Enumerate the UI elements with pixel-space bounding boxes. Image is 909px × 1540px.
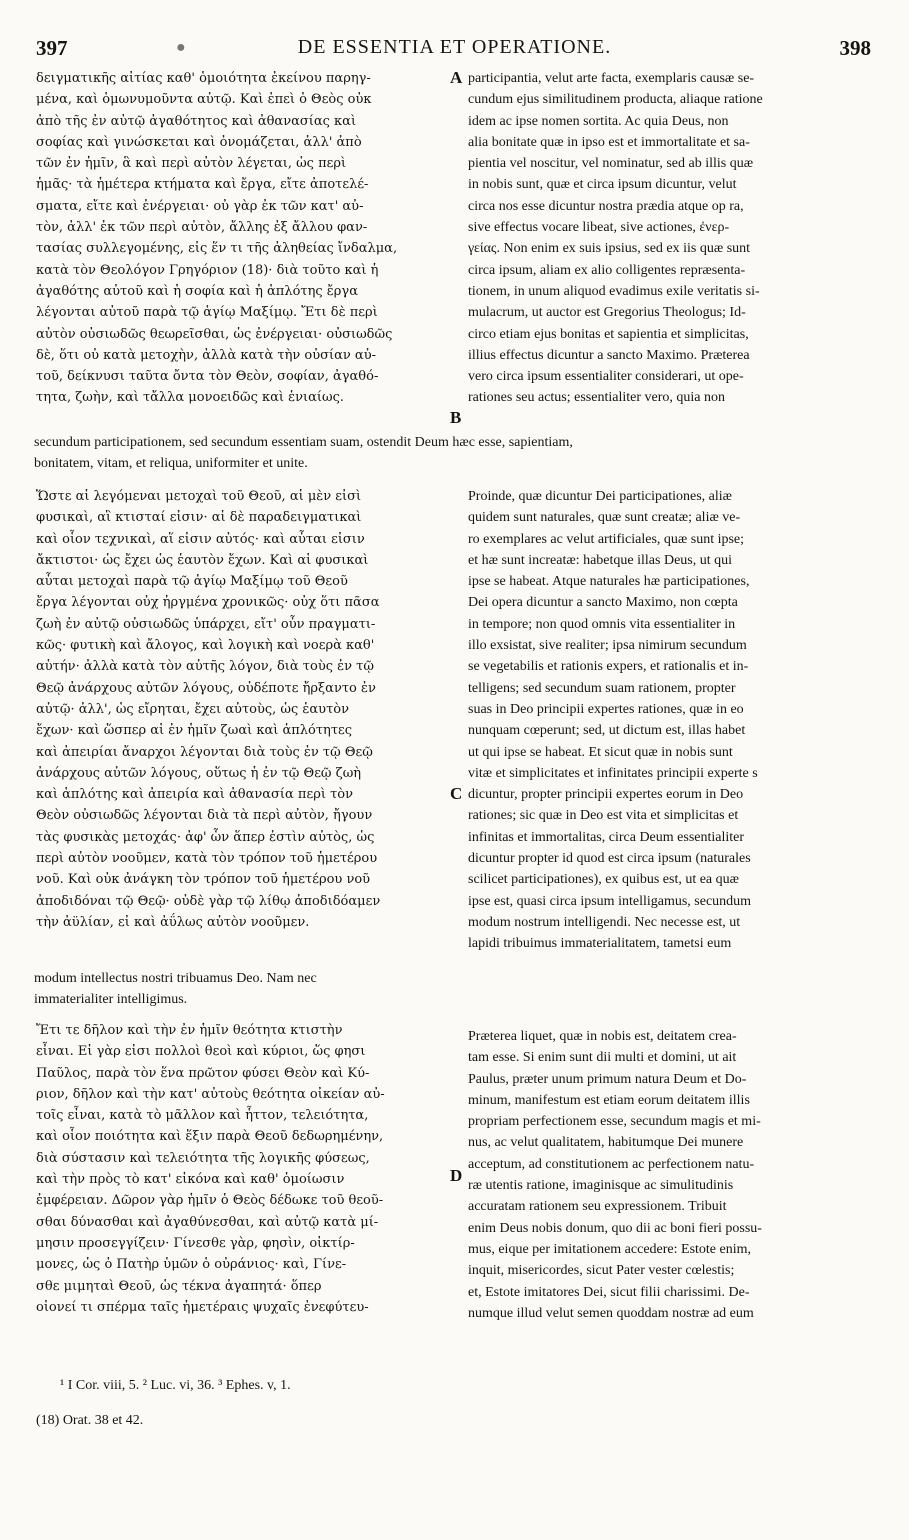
greek-text-line: τασίας συλλεγομένης, εἰς ἕν τι τῆς ἀληθείας ἴνδαλμα, xyxy=(36,241,398,257)
greek-text-line: τὸν, ἀλλ' ἐκ τῶν περὶ αὐτὸν, ἄλλης ἐξ ἄλλου φαν- xyxy=(36,220,368,236)
greek-text-line: τῶν ἐν ἡμῖν, ἃ καὶ περὶ αὐτὸν λέγεται, ὡς περὶ xyxy=(36,156,347,172)
latin-text-line: quidem sunt naturales, quæ sunt creatæ; aliæ ve- xyxy=(468,510,741,526)
latin-text-line: mus, eique per imitationem accedere: Estote enim, xyxy=(468,1241,752,1257)
latin-text-line: et hæ sunt increatæ: habetque illas Deus, ut qui xyxy=(468,552,733,568)
greek-text-line: ἀπὸ τῆς ἐν αὐτῷ ἀγαθότητος καὶ ἀθανασίας καὶ xyxy=(36,113,357,129)
latin-text-line: modum nostrum intelligendi. Nec necesse est, ut xyxy=(468,914,741,930)
latin-text-line: rationes; sic quæ in Deo est vita et simplicitas et xyxy=(468,808,739,824)
greek-text-line: μονες, ὡς ὁ Πατὴρ ὑμῶν ὁ οὐράνιος· καὶ, Γίνε- xyxy=(36,1257,347,1273)
section-marker-c: C xyxy=(450,784,463,803)
greek-text-line: αὑτήν· ἀλλὰ κατὰ τὸν αὐτῆς λόγον, διὰ τοὺς ἐν τῷ xyxy=(36,659,374,675)
latin-text-line: nus, ac velut qualitatem, habitumque Dei munere xyxy=(468,1135,744,1151)
latin-text-line: lapidi tribuimus immaterialitatem, tametsi eum xyxy=(468,936,732,952)
page-header xyxy=(36,36,873,66)
latin-column-section-2 xyxy=(468,486,874,955)
greek-text-line: οἱονεί τι σπέρμα ταῖς ἡμετέραις ψυχαῖς ἐνεφύτευ- xyxy=(36,1299,369,1315)
greek-text-line: σθε μιμηταὶ Θεοῦ, ὡς τέκνα ἀγαπητά· ὅπερ xyxy=(36,1278,322,1294)
latin-text-line: γείας. Non enim ex suis ipsius, sed ex iis quæ sunt xyxy=(468,241,751,257)
greek-text-line: φυσικαὶ, αἳ κτισταί εἰσιν· αἱ δὲ παραδειγματικαὶ xyxy=(36,510,362,526)
latin-text-line: suas in Deo principii expertes rationes, quæ in eo xyxy=(468,701,744,717)
greek-text-line: νοῦ. Καὶ οὐκ ἀνάγκη τὸν τρόπον τοῦ ἡμετέρου νοῦ xyxy=(36,872,371,888)
latin-text-line: Præterea liquet, quæ in nobis est, deitatem crea- xyxy=(468,1029,737,1044)
section-marker-a: A xyxy=(450,68,463,87)
latin-text-line: Paulus, præter unum primum natura Deum et Do- xyxy=(468,1071,747,1087)
greek-text-line: τὰς φυσικὰς μετοχάς· ἀφ' ὧν ἅπερ ἐστὶν αὐτὸς, ὡς xyxy=(36,829,375,845)
greek-text-line: λέγονται αὐτοῦ παρὰ τῷ ἁγίῳ Μαξίμῳ. Ἔτι δὲ περὶ xyxy=(36,305,378,321)
latin-text-line: rationes seu actus; essentialiter vero, quia non xyxy=(468,390,725,406)
greek-text-line: Ἔτι τε δῆλον καὶ τὴν ἐν ἡμῖν θεότητα κτιστὴν xyxy=(36,1023,343,1038)
ornament-dot: ● xyxy=(176,39,186,56)
footnote-references: ¹ I Cor. viii, 5. ² Luc. vi, 36. ³ Ephes. v, 1. xyxy=(60,1378,291,1393)
latin-text-line: se vegetabilis et rationis expers, et rationalis et in- xyxy=(468,659,749,675)
latin-text-line: Dei opera dicuntur a sancto Maximo, non cœpta xyxy=(468,595,738,611)
section-marker-d: D xyxy=(450,1166,463,1185)
latin-text-line: circa nos esse dicuntur nostra prædia atque op ra, xyxy=(468,198,744,214)
latin-text-line: modum intellectus nostri tribuamus Deo. Nam nec xyxy=(34,971,317,986)
latin-text-line: circo etiam ejus bonitas et sapientia et simplicitas, xyxy=(468,326,749,342)
latin-text-line: enim Deus nobis donum, quo dii ac boni fieri possu- xyxy=(468,1220,762,1236)
latin-text-line: pientia vel noscitur, vel nominatur, sed ab illis quæ xyxy=(468,156,754,172)
greek-text-line: αὐτὸν οὐσιωδῶς θεωρεῖσθαι, ὡς ἐνέργειαι· οὐσιωδῶς xyxy=(36,326,393,342)
greek-text-line: ριον, δῆλον καὶ τὴν κατ' αὐτοὺς θεότητα οἰκείαν αὐ- xyxy=(36,1086,385,1102)
latin-text-line: et, Estote imitatores Dei, sicut filii charissimi. De- xyxy=(468,1284,750,1300)
greek-text-line: εἶναι. Εἰ γὰρ εἰσι πολλοὶ θεοὶ καὶ κύριοι, ὥς φησι xyxy=(36,1044,366,1060)
greek-text-line: σθαι δύνασθαι καὶ ἀγαθύνεσθαι, καὶ αὐτῷ κατὰ μί- xyxy=(36,1214,379,1230)
latin-text-line: inquit, misericordes, sicut Pater vester cœlestis; xyxy=(468,1263,735,1279)
footnote-note-18: (18) Orat. 38 et 42. xyxy=(36,1413,144,1428)
greek-text-line: ἀποδιδόναι τῷ Θεῷ· οὐδὲ γὰρ τῷ λίθῳ ἀποδιδόαμεν xyxy=(36,893,381,909)
latin-text-line: infinitas et immortalitas, circa Deum essentialiter xyxy=(468,829,745,845)
latin-text-line: illius effectus dicuntur a sancto Maximo. Præterea xyxy=(468,347,750,363)
latin-text-line: tionem, in unum aliquod evadimus exile veritatis si- xyxy=(468,283,760,299)
greek-text-line: μένα, καὶ ὁμωνυμοῦντα αὐτῷ. Καὶ ἐπεὶ ὁ Θεὸς οὐκ xyxy=(36,92,372,108)
full-width-latin-continuation-2 xyxy=(34,968,444,1011)
greek-text-line: ἄκτιστοι· ὡς ἔχει ὡς ἑαυτὸν ἔχων. Καὶ αἱ φυσικαὶ xyxy=(36,552,369,568)
latin-text-line: ut qui ipse se habeat. Et sicut quæ in nobis sunt xyxy=(468,744,733,760)
latin-text-line: idem ac ipse nomen sortita. Ac quia Deus, non xyxy=(468,113,729,129)
latin-column-section-1 xyxy=(468,68,874,409)
greek-text-line: τοῖς εἶναι, κατὰ τὸ μᾶλλον καὶ ἧττον, τελειότητα, xyxy=(36,1108,369,1124)
greek-text-line: δειγματικῆς αἰτίας καθ' ὁμοιότητα ἐκείνου παρηγ- xyxy=(36,71,371,86)
latin-text-line: dicuntur propter id quod est circa ipsum (naturales xyxy=(468,851,751,867)
greek-text-line: ἔχων· καὶ ὥσπερ αἱ ἐν ἡμῖν ζωαὶ καὶ ἁπλότητες xyxy=(36,723,353,739)
greek-text-line: τοῦ, δείκνυσι ταῦτα ὄντα τὸν Θεὸν, σοφίαν, ἀγαθό- xyxy=(36,369,379,385)
latin-text-line: participantia, velut arte facta, exemplaris causæ se- xyxy=(468,71,755,86)
full-width-latin-continuation-1 xyxy=(34,432,874,475)
greek-text-line: περὶ αὐτὸν νοοῦμεν, κατὰ τὸν τρόπον τοῦ ἡμετέρου xyxy=(36,851,378,867)
greek-text-line: Θεὸν οὐσιωδῶς λέγονται διὰ τὰ περὶ αὐτὸν, ἤγουν xyxy=(36,808,373,824)
greek-text-line: Θεῷ ἀνάρχους αὐτῶν λόγους, οὐδέποτε ἤρξαντο ἐν xyxy=(36,680,376,696)
latin-text-line: accuratam rationem seu expressionem. Tribuit xyxy=(468,1199,727,1215)
latin-text-line: ipse se habeat. Atque naturales hæ participationes, xyxy=(468,574,750,590)
greek-column-section-3 xyxy=(36,1020,452,1318)
latin-text-line: minum, manifestum est etiam eorum deitatem illis xyxy=(468,1092,750,1108)
greek-text-line: σοφίας καὶ γινώσκεται καὶ ὀνομάζεται, ἀλλ' ἀπὸ xyxy=(36,134,362,150)
latin-text-line: bonitatem, vitam, et reliqua, uniformiter et unite. xyxy=(34,456,308,472)
latin-text-line: tam esse. Si enim sunt dii multi et domini, ut ait xyxy=(468,1050,737,1066)
latin-text-line: telligens; sed secundum suam rationem, propter xyxy=(468,680,736,696)
greek-text-line: ζωὴ ἐν αὐτῷ οὐσιωδῶς ὑπάρχει, εἴτ' οὖν πραγματι- xyxy=(36,616,376,632)
greek-text-line: μησιν προσεγγίζειν· Γίνεσθε γὰρ, φησὶν, οἰκτίρ- xyxy=(36,1235,355,1251)
latin-text-line: Proinde, quæ dicuntur Dei participationes, aliæ xyxy=(468,489,733,504)
latin-text-line: in nobis sunt, quæ et circa ipsum dicuntur, velut xyxy=(468,177,737,193)
latin-text-line: circa ipsum, aliam ex alio colligentes repræsenta- xyxy=(468,262,746,278)
greek-text-line: κῶς· φυτικὴ καὶ ἄλογος, καὶ λογικὴ καὶ νοερὰ καθ' xyxy=(36,638,375,654)
latin-text-line: in tempore; non quod omnis vita essentialiter in xyxy=(468,616,736,632)
latin-text-line: ipse est, quasi circa ipsum intelligamus, secundum xyxy=(468,893,752,909)
greek-text-line: καὶ τὴν πρὸς τὸ κατ' εἰκόνα καὶ καθ' ὁμοίωσιν xyxy=(36,1172,345,1188)
greek-text-line: καὶ οἷον ποιότητα καὶ ἕξιν παρὰ Θεοῦ δεδωρημένην, xyxy=(36,1129,384,1145)
greek-column-section-2 xyxy=(36,486,452,933)
latin-text-line: immaterialiter intelligimus. xyxy=(34,992,188,1008)
greek-text-line: Ὥστε αἱ λεγόμεναι μετοχαὶ τοῦ Θεοῦ, αἱ μὲν εἰσὶ xyxy=(36,489,362,504)
running-title: DE ESSENTIA ET OPERATIONE. xyxy=(297,36,612,58)
latin-text-line: cundum ejus similitudinem producta, aliaque ratione xyxy=(468,92,763,108)
latin-text-line: sive effectus vocare libeat, sive actiones, ἐνερ- xyxy=(468,220,730,236)
page-number-left: 397 xyxy=(36,36,68,60)
greek-text-line: ἀγαθότης αὐτοῦ καὶ ἡ σοφία καὶ ἡ ἁπλότης ἔργα xyxy=(36,283,358,299)
greek-text-line: αὗται μετοχαὶ παρὰ τῷ ἁγίῳ Μαξίμῳ τοῦ Θεοῦ xyxy=(36,574,348,590)
latin-text-line: numque illud velut semen quoddam nostræ ad eum xyxy=(468,1305,754,1321)
greek-text-line: κατὰ τὸν Θεολόγον Γρηγόριον (18)· διὰ τοῦτο καὶ ἡ xyxy=(36,262,379,278)
latin-column-section-3 xyxy=(468,1026,874,1324)
greek-text-line: καὶ ἀπειρίαι ἄναρχοι λέγονται διὰ τοὺς ἐν τῷ Θεῷ xyxy=(36,744,373,760)
greek-text-line: ἔργα λέγονται οὐχ ἠργμένα χρονικῶς· οὐχ ὅτι πᾶσα xyxy=(36,595,380,611)
greek-text-line: διὰ σύστασιν καὶ τελειότητα τῆς λογικῆς φύσεως, xyxy=(36,1150,370,1166)
greek-text-line: καὶ ἁπλότης καὶ ἀπειρία καὶ ἀθανασία περὶ τὸν xyxy=(36,787,354,803)
section-marker-b: B xyxy=(450,408,462,427)
greek-text-line: καὶ οἷον τεχνικαὶ, αἵ εἰσιν αὐτός· καὶ αὗται εἰσιν xyxy=(36,531,365,547)
latin-text-line: alia bonitate quæ in ipso est et immortalitate et sa- xyxy=(468,134,750,150)
greek-text-line: σματα, εἴτε καὶ ἐνέργειαι· οὐ γὰρ ἐκ τῶν κατ' αὐ- xyxy=(36,198,364,214)
latin-text-line: illo exsistat, sive realiter; ipsa nimirum secundum xyxy=(468,638,747,654)
greek-text-line: Παῦλος, παρὰ τὸν ἕνα πρῶτον φύσει Θεὸν καὶ Κύ- xyxy=(36,1065,370,1081)
latin-text-line: scilicet participationes), ex quibus est, ut ea quæ xyxy=(468,872,739,888)
latin-text-line: acceptum, ad constitutionem ac perfectionem natu- xyxy=(468,1156,755,1172)
greek-text-line: ἡμᾶς· τὰ ἡμέτερα κτήματα καὶ ἔργα, εἴτε ἀποτελέ- xyxy=(36,177,369,193)
latin-text-line: vero circa ipsum essentialiter considerari, ut ope- xyxy=(468,369,744,385)
latin-text-line: vitæ et simplicitates et infinitates principii experte s xyxy=(468,765,758,781)
latin-text-line: mulacrum, ut auctor est Gregorius Theologus; Id- xyxy=(468,305,746,321)
greek-text-line: τὴν ἀϋλίαν, εἰ καὶ ἀΰλως αὐτὸν νοοῦμεν. xyxy=(36,914,310,930)
latin-text-line: ræ utentis ratione, imaginisque ac simulitudinis xyxy=(468,1178,734,1194)
latin-text-line: dicuntur, propter principii expertes eorum in Deo xyxy=(468,787,744,803)
latin-text-line: secundum participationem, sed secundum essentiam suam, ostendit Deum hæc esse, sapientiam, xyxy=(34,435,573,450)
greek-text-line: ἀνάρχους αὐτῶν λόγους, οὕτως ἡ ἐν τῷ Θεῷ ζωὴ xyxy=(36,765,362,781)
greek-text-line: δὲ, ὅτι οὐ κατὰ μετοχὴν, ἀλλὰ κατὰ τὴν οὐσίαν αὐ- xyxy=(36,347,376,363)
page-number-right: 398 xyxy=(839,36,871,60)
greek-column-section-1 xyxy=(36,68,452,409)
latin-text-line: nunquam cœperunt; sed, ut dictum est, illas habet xyxy=(468,723,746,739)
latin-text-line: propriam perfectionem esse, secundum magis et mi- xyxy=(468,1114,761,1130)
greek-text-line: τητα, ζωὴν, καὶ τἄλλα μονοειδῶς καὶ ἑνιαίως. xyxy=(36,390,344,406)
greek-text-line: αὐτῷ· ἀλλ', ὡς εἴρηται, ἔχει αὐτοὺς, ὡς ἑαυτὸν xyxy=(36,701,350,717)
latin-text-line: ro exemplares ac velut artificiales, quæ sunt ipse; xyxy=(468,531,745,547)
greek-text-line: ἐμφέρειαν. Δῶρον γὰρ ἡμῖν ὁ Θεὸς δέδωκε τοῦ θεοῦ- xyxy=(36,1193,384,1209)
